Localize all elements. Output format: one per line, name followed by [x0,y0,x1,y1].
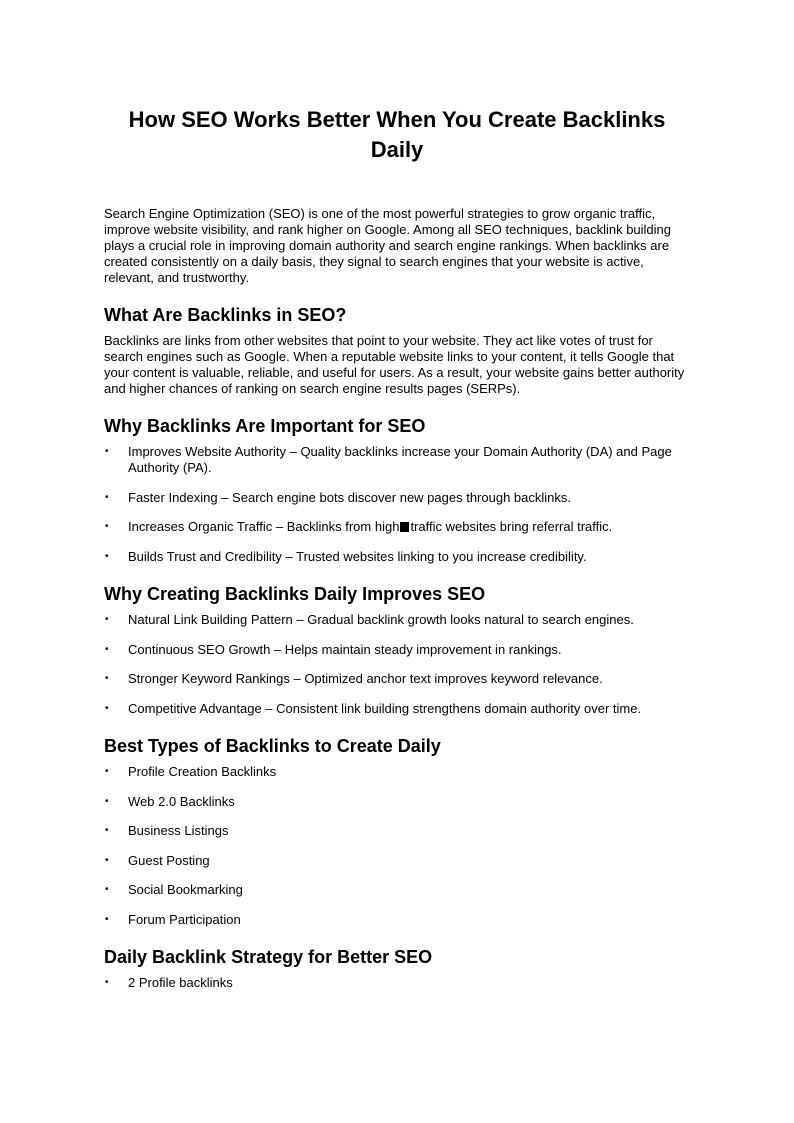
bullet-icon: • [105,550,109,562]
bullet-icon: • [105,884,109,895]
list-item [104,549,694,565]
list-item-text: Stronger Keyword Rankings – Optimized anchor text improves keyword relevance. [128,671,603,686]
list-item-text: Social Bookmarking [128,882,243,897]
list-item [104,853,694,869]
list-item [104,823,694,839]
document-title: How SEO Works Better When You Create Backlinks Daily [128,107,666,162]
bullet-icon: • [105,702,109,714]
section-paragraph: Backlinks are links from other websites that point to your website. They act like votes of trust for search engines such as Google. When a reputable website links to your content, it tells Google that your content is valuable, reliable, and useful for users. As a result, your website gains better authority and higher chances of ranking on search engine results pages (SERPs). [104,333,685,396]
list-item [104,444,694,476]
list-item-text: Natural Link Building Pattern – Gradual backlink growth looks natural to search engines. [128,612,634,627]
list-item-text: 2 Profile backlinks [128,975,233,990]
section-heading: Best Types of Backlinks to Create Daily [104,736,441,756]
bullet-icon: • [105,795,109,807]
bullet-icon: • [105,977,109,988]
bullet-list [104,612,694,717]
section-heading: Why Backlinks Are Important for SEO [104,416,426,436]
list-item [104,490,694,506]
list-item [104,975,694,991]
section-why-important [104,415,694,578]
list-item-text: Builds Trust and Credibility – Trusted websites linking to you increase credibility. [128,548,587,564]
list-item [104,794,694,810]
bullet-list [104,444,694,565]
bullet-icon: • [105,854,109,866]
section-heading: What Are Backlinks in SEO? [104,305,347,325]
section-what-are-backlinks [104,304,694,397]
bullet-icon: • [105,446,109,457]
bullet-list [104,975,694,991]
section-daily-strategy [104,946,694,1005]
list-item-text: Faster Indexing – Search engine bots discover new pages through backlinks. [128,489,571,505]
list-item-text: Forum Participation [128,911,241,927]
list-item-text: Increases Organic Traffic – Backlinks from high [128,519,400,534]
bullet-icon: • [105,491,109,503]
list-item [104,764,694,780]
list-item-text: Continuous SEO Growth – Helps maintain steady improvement in rankings. [128,641,562,657]
bullet-icon: • [105,673,109,684]
list-item [104,642,694,658]
section-best-types [104,735,694,941]
list-item [104,519,694,535]
section-why-daily [104,583,694,730]
list-item [104,671,694,687]
bullet-icon: • [105,766,109,777]
list-item-text: Profile Creation Backlinks [128,764,277,779]
list-item-text: Guest Posting [128,852,210,868]
bullet-list [104,764,694,928]
list-item-text: Improves Website Authority – Quality backlinks increase your Domain Authority (DA) and Page Authority (PA). [128,444,672,475]
list-item-text: Competitive Advantage – Consistent link building strengthens domain authority over time. [128,700,642,716]
list-item [104,701,694,717]
bullet-icon: • [105,825,109,836]
bullet-icon: • [105,643,109,655]
intro-paragraph: Search Engine Optimization (SEO) is one of the most powerful strategies to grow organic traffic, improve website visibility, and rank higher on Google. Among all SEO techniques, backlink building plays a crucial role in improving domain authority and search engine rankings. When backlinks are created consistently on a daily basis, they signal to search engines that your website is active, relevant, and trustworthy. [104,206,672,285]
bullet-icon: • [105,521,109,532]
list-item [104,612,694,628]
bullet-icon: • [105,913,109,925]
bullet-icon: • [105,614,109,625]
list-item-text: Business Listings [128,823,229,838]
list-item-text: Web 2.0 Backlinks [128,793,235,809]
list-item [104,912,694,928]
list-item [104,882,694,898]
missing-glyph-box-icon [400,522,409,532]
list-item-text-tail: traffic websites bring referral traffic. [410,519,613,534]
section-heading: Why Creating Backlinks Daily Improves SEO [104,584,486,604]
section-heading: Daily Backlink Strategy for Better SEO [104,947,433,967]
